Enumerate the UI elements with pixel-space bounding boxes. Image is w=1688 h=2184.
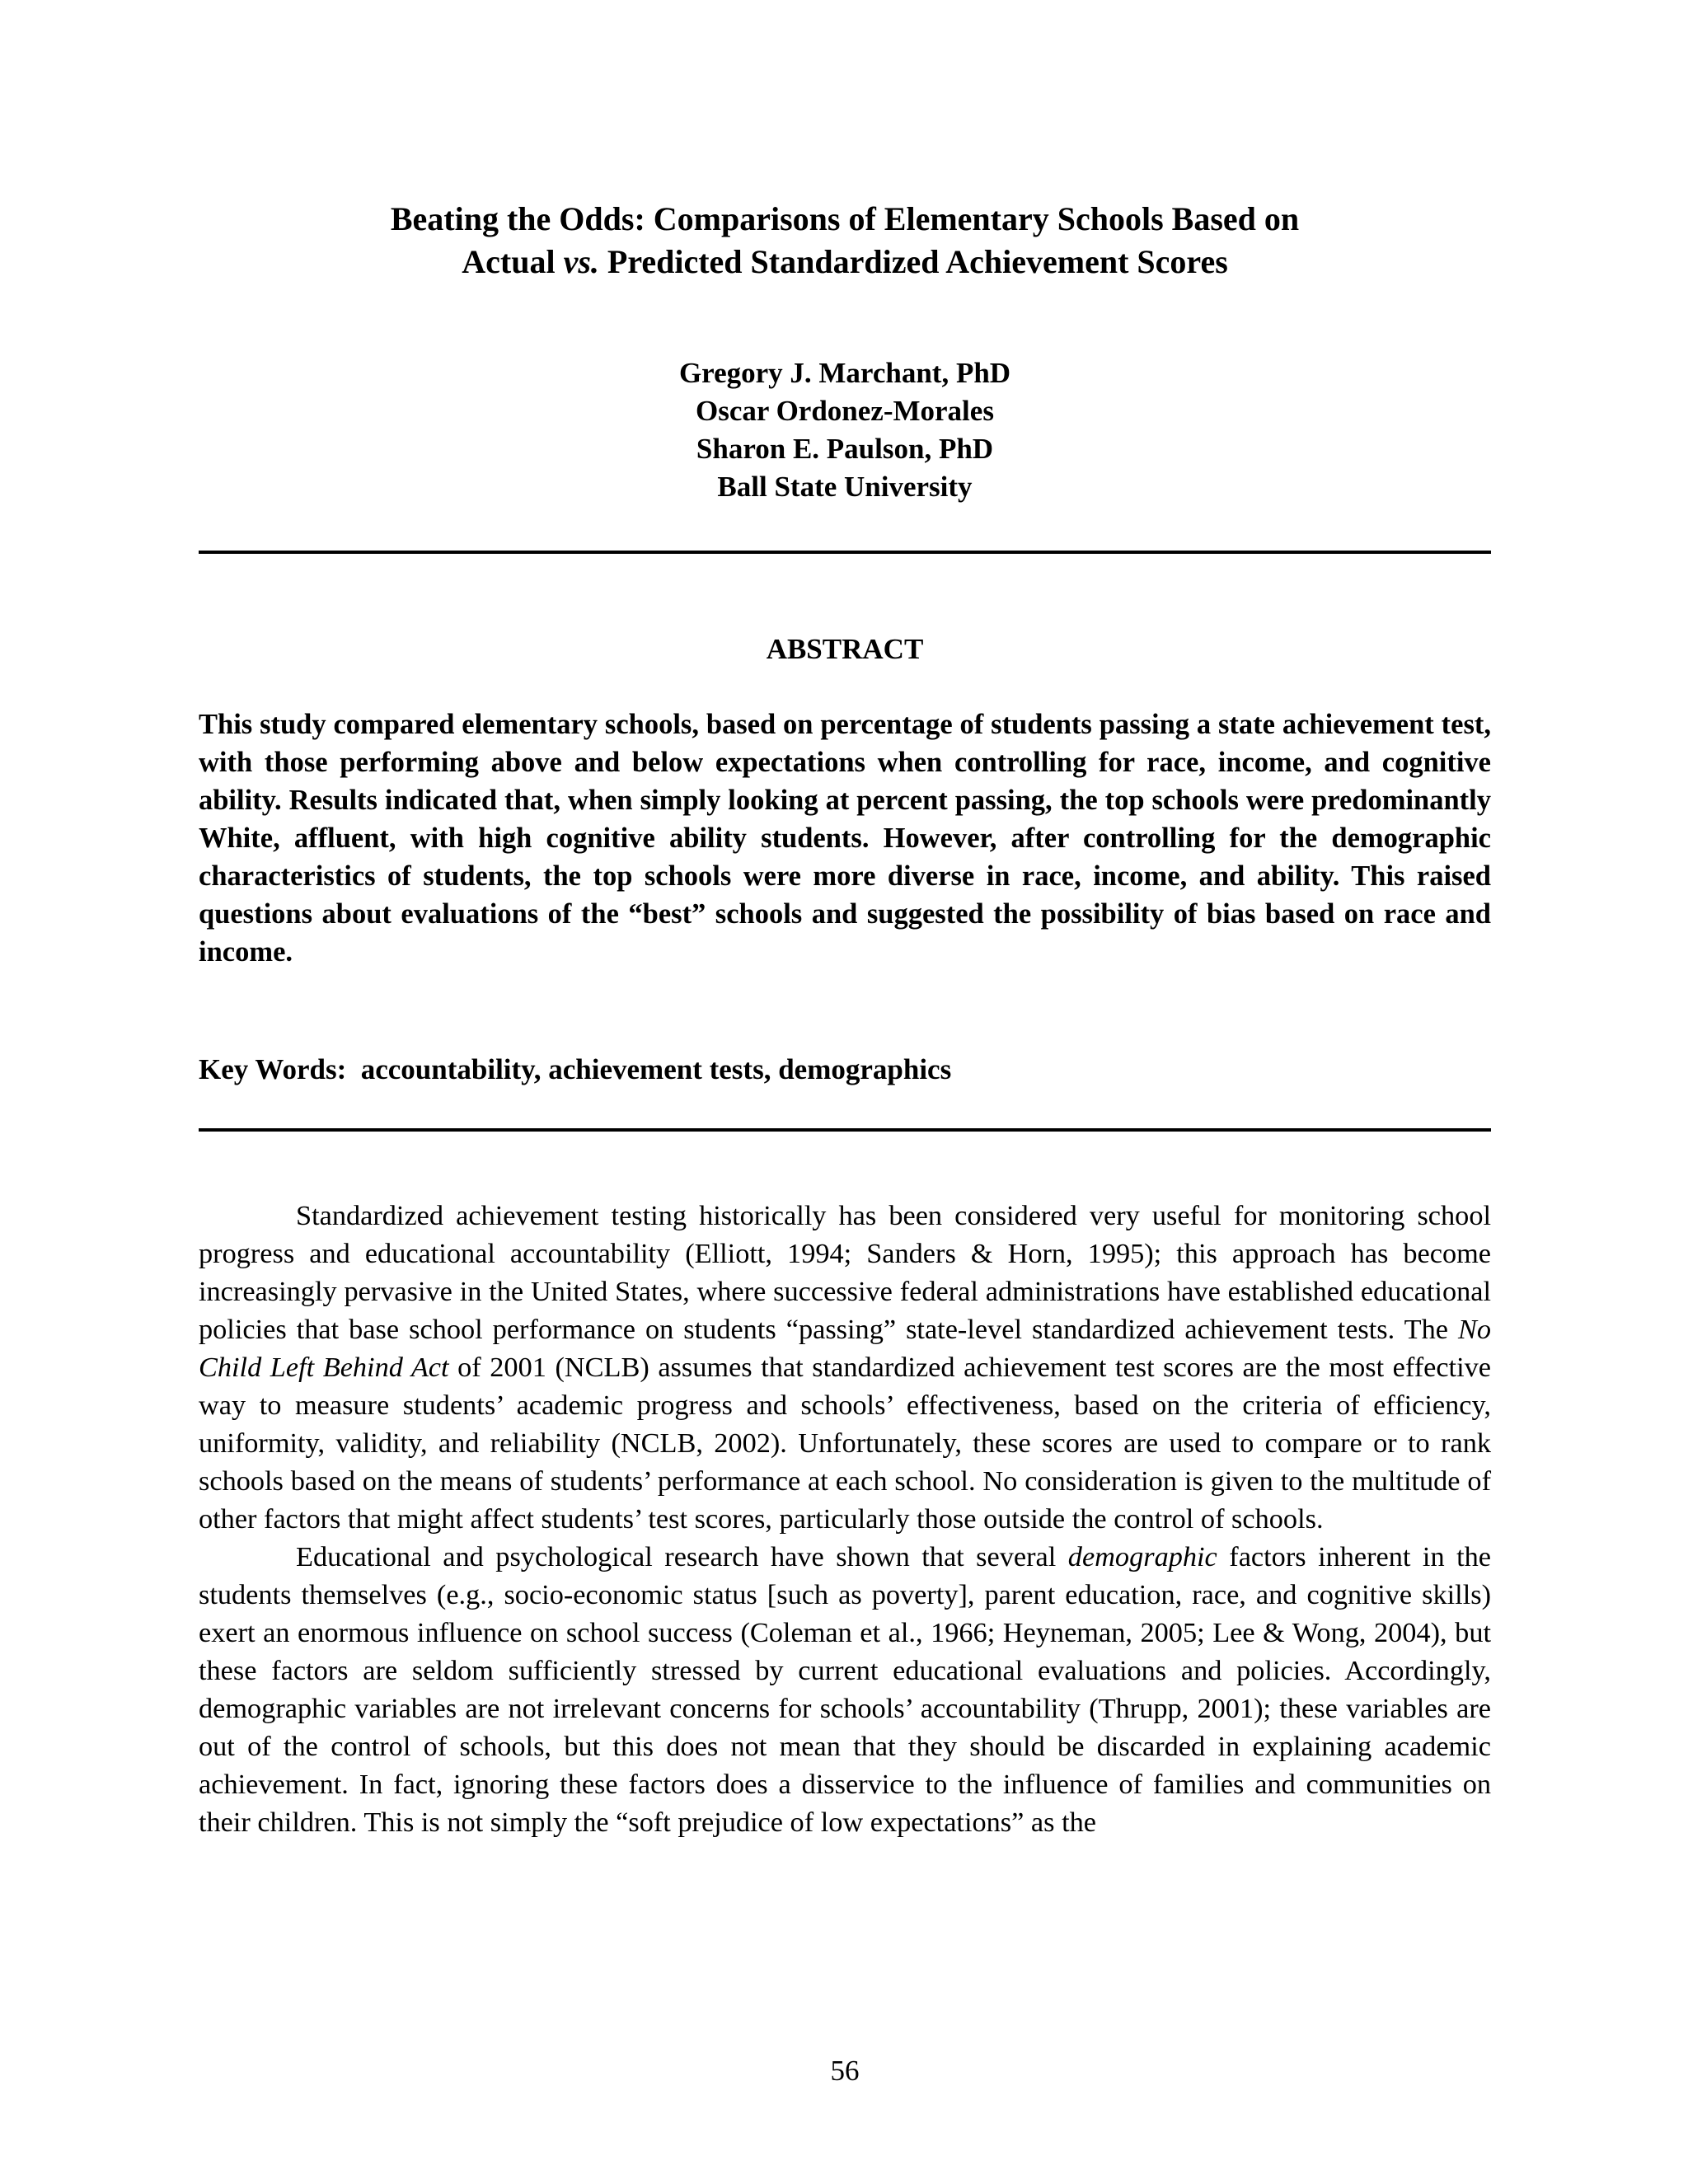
body-paragraph-2-part-b: factors inherent in the students themselves (e.g., socio-economic status [such as poverty], parent education, race, and cognitive skills) exert an enormous influence on school success (Coleman et al., 1966; Heyneman, 2005; Lee & Wong, 2004), but these factors are seldom sufficiently stressed by current educational evaluations and policies. Accordingly, demographic variables are not irrelevant concerns for schools’ accountability (Thrupp, 2001); these variables are out of the control of schools, but this does not mean that they should be discarded in explaining academic achievement. In fact, ignoring these factors does a disservice to the influence of families and communities on their children. This is not simply the “soft prejudice of low expectations” as the bbox=[199, 1541, 1491, 1838]
author-affiliation: Ball State University bbox=[717, 471, 973, 503]
title-line-1: Beating the Odds: Comparisons of Elementary Schools Based on bbox=[390, 200, 1300, 237]
page-number: 56 bbox=[830, 2055, 860, 2087]
bottom-divider bbox=[199, 1128, 1491, 1132]
body-paragraph-2-part-a: Educational and psychological research have shown that several bbox=[296, 1541, 1068, 1572]
body-paragraph-2 bbox=[199, 1538, 1491, 1841]
author-3: Sharon E. Paulson, PhD bbox=[696, 433, 994, 465]
title-line-2-post: Predicted Standardized Achievement Scores bbox=[598, 243, 1228, 280]
author-block bbox=[199, 354, 1491, 506]
keywords bbox=[199, 1051, 1491, 1089]
body-paragraph-1-part-a: Standardized achievement testing historically has been considered very useful for monitoring school progress and educational accountability (Elliott, 1994; Sanders & Horn, 1995); this approach has become increasingly pervasive in the United States, where successive federal administrations have established educational policies that base school performance on students “passing” state-level standardized achievement tests. The bbox=[199, 1200, 1491, 1345]
title-line-2-italic: vs. bbox=[563, 243, 599, 280]
title-line-2 bbox=[199, 241, 1491, 284]
body-paragraph-1-part-b: of 2001 (NCLB) assumes that standardized achievement test scores are the most effective way to measure students’ academic progress and schools’ effectiveness, based on the criteria of efficiency, uniformity, validity, and reliability (NCLB, 2002). Unfortunately, these scores are used to compare or to rank schools based on the means of students’ performance at each school. No consideration is given to the multitude of other factors that might affect students’ test scores, particularly those outside the control of schools. bbox=[199, 1352, 1491, 1535]
body-paragraph-1-italic: No Child Left Behind Act bbox=[199, 1314, 1491, 1383]
body-paragraph-2-italic: demographic bbox=[1067, 1541, 1217, 1572]
document-page bbox=[199, 0, 1491, 2184]
author-1: Gregory J. Marchant, PhD bbox=[678, 357, 1011, 389]
top-divider bbox=[199, 551, 1491, 554]
abstract-text: This study compared elementary schools, based on percentage of students passing a state achievement test, with those performing above and below expectations when controlling for race, income, and cognitive ability. Results indicated that, when simply looking at percent passing, the top schools were predominantly White, affluent, with high cognitive ability students. However, after controlling for the demographic characteristics of students, the top schools were more diverse in race, income, and ability. This raised questions about evaluations of the “best” schools and suggested the possibility of bias based on race and income. bbox=[199, 709, 1491, 968]
keywords-text: accountability, achievement tests, demographics bbox=[360, 1053, 952, 1085]
keywords-label: Key Words: bbox=[199, 1053, 347, 1085]
abstract-heading: ABSTRACT bbox=[766, 633, 924, 665]
title-line-2-pre: Actual bbox=[462, 243, 564, 280]
author-2: Oscar Ordonez-Morales bbox=[696, 395, 994, 427]
paper-title bbox=[199, 198, 1491, 284]
body-text bbox=[199, 1197, 1491, 1841]
body-paragraph-1 bbox=[199, 1197, 1491, 1538]
